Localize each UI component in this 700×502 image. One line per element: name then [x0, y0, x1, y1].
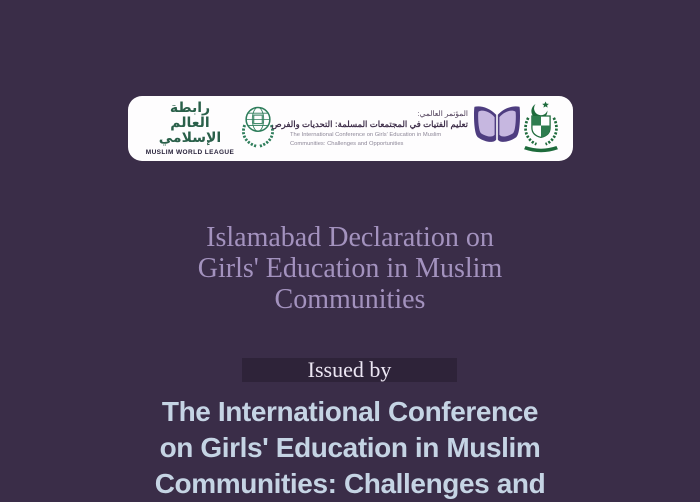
conference-heading-line3: Communities: Challenges and	[154, 468, 546, 499]
conference-english-line1: The International Conference on Girls' Education in Muslim Communities:	[290, 132, 442, 147]
mwl-logo	[145, 100, 235, 156]
conference-arabic-line1: المؤتمر العالمي:	[417, 109, 468, 119]
conference-english-line2: Challenges and Opportunities	[327, 140, 404, 147]
issued-by-label: Issued by	[307, 357, 392, 382]
page-title-line3: Communities	[274, 284, 426, 315]
conference-heading-line1: The International Conference	[161, 396, 539, 427]
page-title-line2: Girls' Education in Muslim	[197, 253, 503, 284]
open-book-icon	[473, 104, 521, 153]
conference-name-block	[271, 109, 468, 147]
conference-heading	[0, 394, 700, 502]
mwl-arabic-calligraphy: رابطة العالم الإسلامي	[158, 100, 222, 146]
conference-english-name	[290, 131, 468, 147]
issued-by-band	[242, 358, 457, 382]
logos-banner	[128, 96, 573, 161]
pakistan-state-emblem-icon	[521, 98, 561, 159]
conference-heading-line2: on Girls' Education in Muslim	[159, 432, 541, 463]
page-title	[0, 222, 700, 315]
page-title-line1: Islamabad Declaration on	[206, 222, 494, 253]
conference-arabic-line2: تعليم الفتيات في المجتمعات المسلمة: التحديات والفرص	[271, 118, 468, 129]
mwl-wordmark: MUSLIM WORLD LEAGUE	[145, 148, 235, 156]
